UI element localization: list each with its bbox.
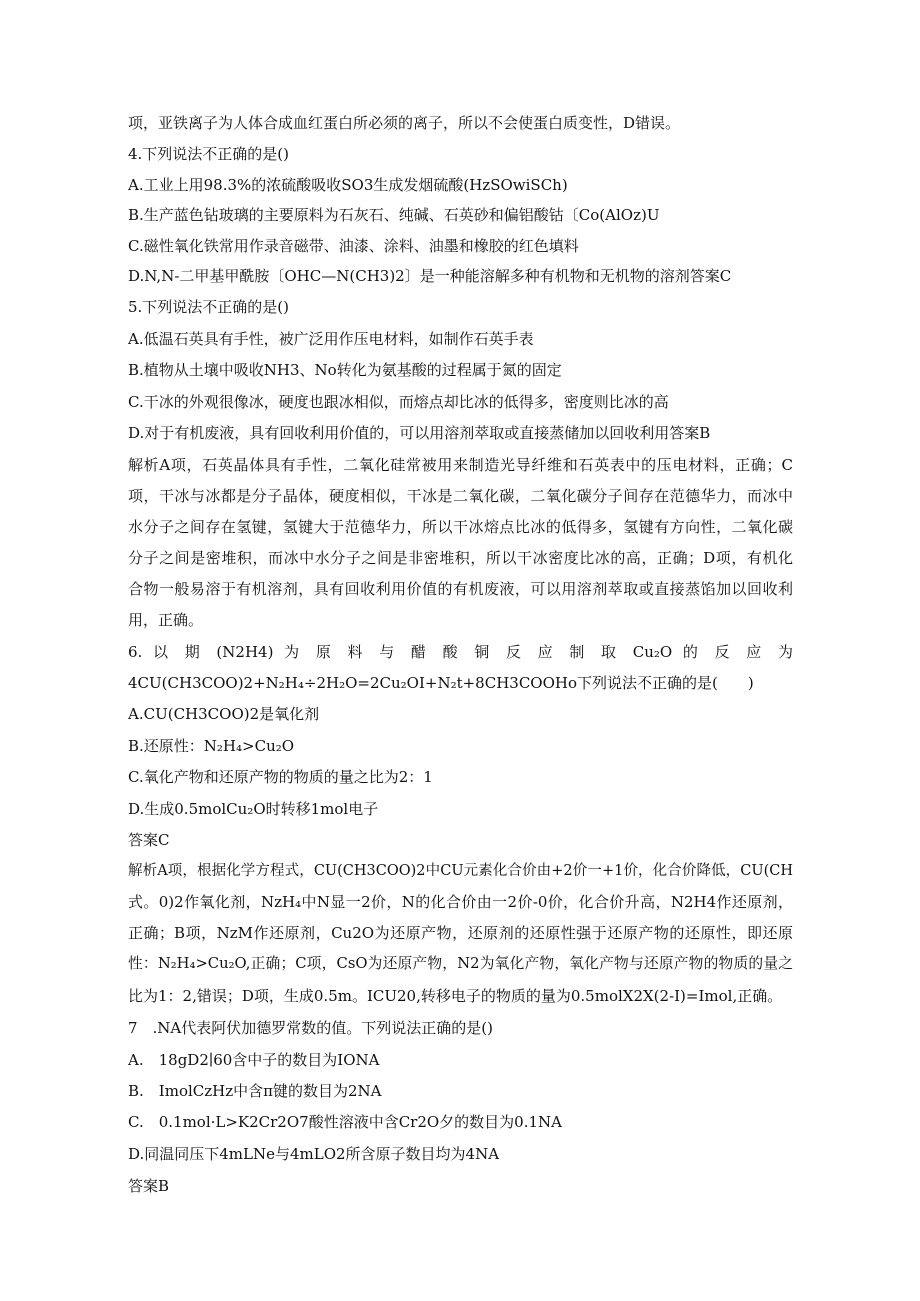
analysis-line: 解析A项，石英晶体具有手性，二氧化硅常被用来制造光导纤维和石英表中的压电材料，正确；C <box>128 456 793 474</box>
analysis-line: 式。0)2作氧化剂，NzH₄中N显一2价，N的化合价由一2价-0价，化合价升高，N2H4作还原剂， <box>128 893 793 911</box>
analysis-line: 性：N₂H₄>Cu₂O,正确；C项，CsO为还原产物，N2为氧化产物，氧化产物与还原产物的物质的量之 <box>128 955 793 972</box>
question-6-option-a: A.CU(CH3COO)2是氧化剂 <box>128 705 320 723</box>
question-5-option-a: A.低温石英具有手性，被广泛用作压电材料，如制作石英手表 <box>128 330 534 348</box>
question-7-option-c: C. 0.1mol·L>K2Cr2O7酸性溶液中含Cr2O夕的数目为0.1NA <box>128 1113 562 1131</box>
analysis-line: 水分子之间存在氢键，氢键大于范德华力，所以干冰熔点比冰的低得多，氢键有方向性，二氧化碳 <box>128 518 793 536</box>
question-4-stem: 4.下列说法不正确的是() <box>128 145 290 163</box>
question-4-option-c: C.磁性氧化铁常用作录音磁带、油漆、涂料、油墨和橡胶的红色填料 <box>128 237 579 255</box>
question-6-stem: 6. 以 期 (N2H4) 为 原 料 与 醋 酸 铜 反 应 制 取 Cu₂O 的 反 应 为 <box>128 643 793 661</box>
analysis-line: 用，正确。 <box>128 611 204 629</box>
question-7-stem: 7 .NA代表阿伏加德罗常数的值。下列说法正确的是() <box>128 1019 493 1037</box>
analysis-line: 解析A项，根据化学方程式，CU(CH3COO)2中CU元素化合价由+2价一+1价，化合价降低，CU(CH <box>128 863 793 879</box>
question-7-option-b: B. ImolCzHz中含π键的数目为2NA <box>128 1082 382 1100</box>
analysis-line: 分子之间是密堆积，而冰中水分子之间是非密堆积，所以干冰密度比冰的高，正确；D项，有机化 <box>128 549 793 567</box>
question-4-option-d: D.N,N-二甲基甲酰胺〔OHC—N(CH3)2〕是一种能溶解多种有机物和无机物的溶剂答案C <box>128 267 732 285</box>
analysis-line: 比为1：2,错误；D项，生成0.5m。ICU20,转移电子的物质的量为0.5molX2X(2-I)=Imol,正确。 <box>128 987 783 1005</box>
question-7-option-d: D.同温同压下4mLNe与4mLO2所含原子数目均为4NA <box>128 1145 500 1163</box>
question-6-equation: 4CU(CH3COO)2+N₂H₄÷2H₂O=2Cu₂OI+N₂t+8CH3COOHo下列说法不正确的是( ) <box>128 674 754 692</box>
question-7-option-a: A. 18gD2∣60含中子的数目为IONA <box>128 1051 380 1069</box>
question-5-option-d: D.对于有机废液，具有回收利用价值的，可以用溶剂萃取或直接蒸储加以回收利用答案B <box>128 424 711 442</box>
analysis-line: 合物一般易溶于有机溶剂，具有回收利用价值的有机废液，可以用溶剂萃取或直接蒸馅加以回收利 <box>128 580 793 598</box>
answer-label: 答案B <box>128 1177 170 1195</box>
answer-label: 答案C <box>128 831 170 849</box>
question-5-stem: 5.下列说法不正确的是() <box>128 298 290 316</box>
analysis-line: 项，干冰与冰都是分子晶体，硬度相似，干冰是二氧化碳，二氧化碳分子间存在范德华力，而冰中 <box>128 487 793 505</box>
question-6-option-d: D.生成0.5molCu₂O时转移1mol电子 <box>128 800 379 818</box>
text-line: 项，亚铁离子为人体合成血红蛋白所必须的离子，所以不会使蛋白质变性，D错误。 <box>128 114 681 132</box>
analysis-line: 正确；B项，NzM作还原剂，Cu2O为还原产物，还原剂的还原性强于还原产物的还原性，即还原 <box>128 924 793 942</box>
question-5-option-b: B.植物从土壤中吸收NH3、No转化为氨基酸的过程属于氮的固定 <box>128 361 562 379</box>
question-6-option-b: B.还原性：N₂H₄>Cu₂O <box>128 737 295 755</box>
question-4-option-b: B.生产蓝色钻玻璃的主要原料为石灰石、纯碱、石英砂和偏铝酸钴〔Co(AlOz)U <box>128 206 660 224</box>
question-5-option-c: C.干冰的外观很像冰，硬度也跟冰相似，而熔点却比冰的低得多，密度则比冰的高 <box>128 393 669 411</box>
question-6-option-c: C.氧化产物和还原产物的物质的量之比为2：1 <box>128 768 433 786</box>
question-4-option-a: A.工业上用98.3%的浓硫酸吸收SO3生成发烟硫酸(HzSOwiSCh) <box>128 176 568 194</box>
